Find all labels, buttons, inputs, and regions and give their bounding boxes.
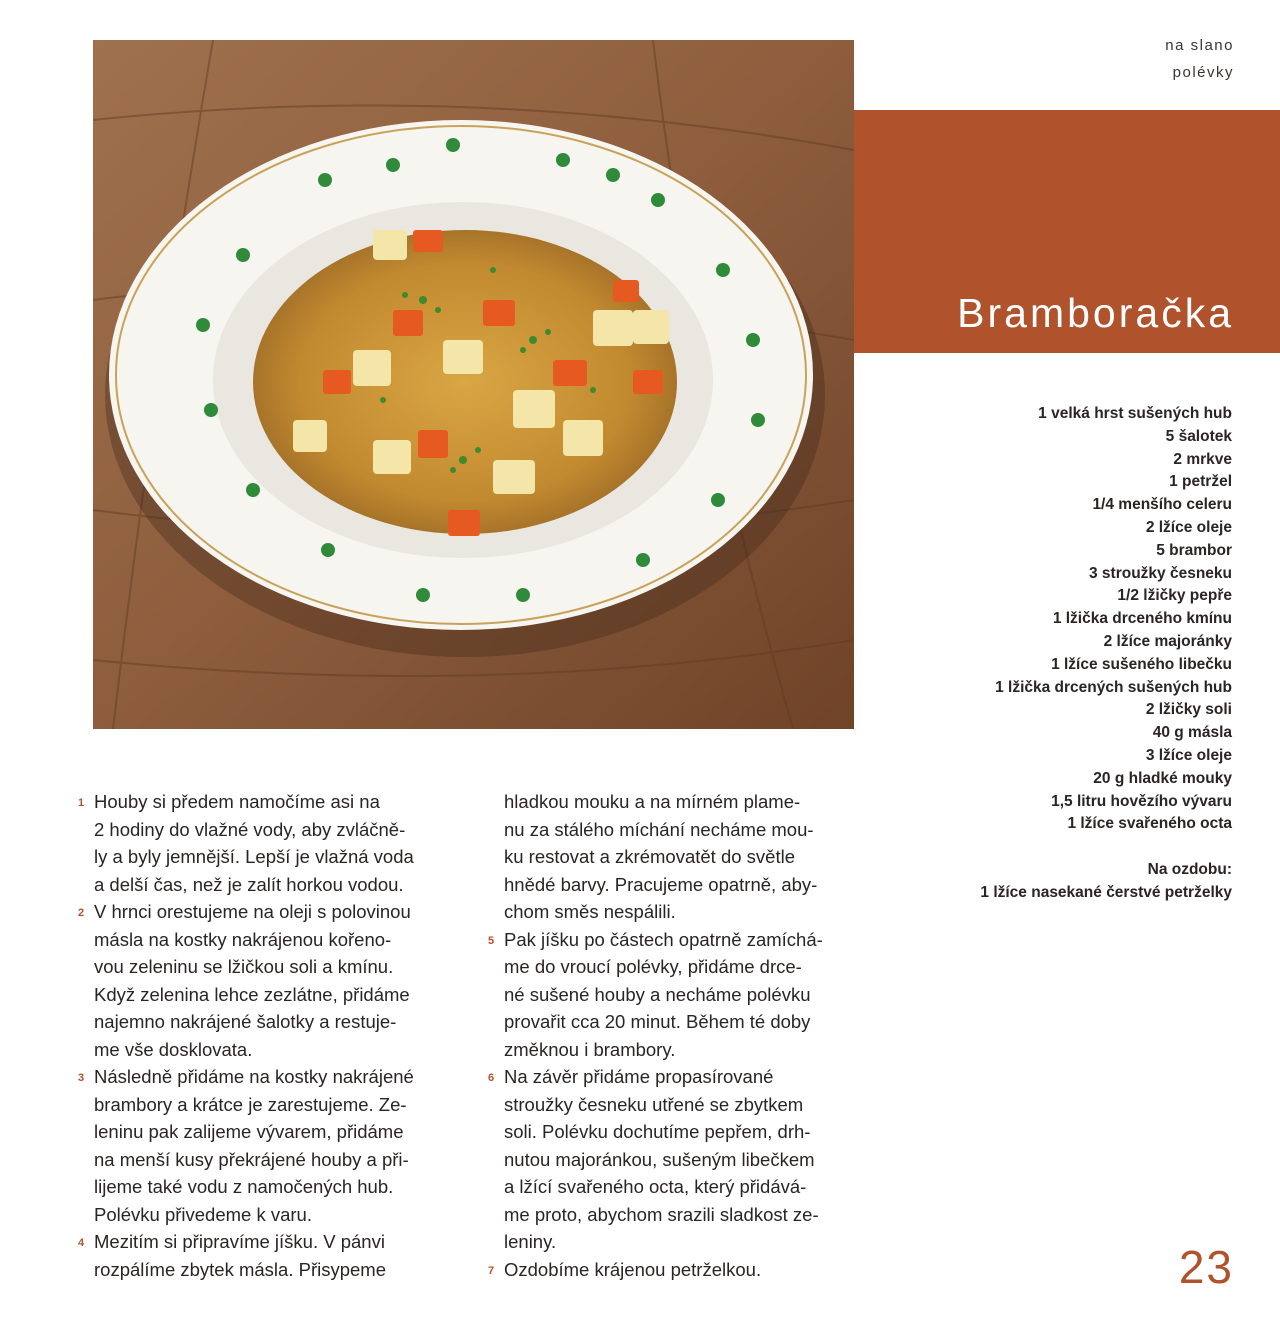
step-text-line: brambory a krátce je zarestujeme. Ze- [94, 1093, 407, 1115]
ingredient-item: 1 petržel [1169, 473, 1232, 491]
step-2 [78, 898, 478, 1063]
step-text-line: ly a byly jemnější. Lepší je vlažná voda [94, 846, 414, 867]
step-number: 4 [78, 1237, 85, 1249]
step-text-line: změknou i brambory. [504, 1038, 676, 1060]
step-1 [78, 788, 478, 898]
step-text-line: leninu pak zalijeme vývarem, přidáme [94, 1121, 404, 1142]
ingredient-item: 2 lžičky soli [1145, 701, 1232, 719]
ingredient-item: 1,5 litru hovězího vývaru [1051, 792, 1232, 810]
step-text-line: ku restovat a zkrémovatět do světle [504, 846, 795, 867]
step-text-line: najemno nakrájené šalotky a restuje- [94, 1011, 397, 1032]
ingredient-item: 3 stroužky česneku [1088, 564, 1232, 582]
step-text-line: provařit cca 20 minut. Během té doby [504, 1011, 811, 1032]
garnish-heading: Na ozdobu: [1147, 860, 1232, 878]
step-text-line: Ozdobíme krájenou petrželkou. [504, 1258, 762, 1280]
category-label: na slano [1165, 37, 1234, 54]
step-text-line: 2 hodiny do vlažné vody, aby zvláčně- [94, 818, 406, 840]
step-text-line: me proto, abychom srazili sladkost ze- [504, 1203, 819, 1225]
ingredient-item: 1 velká hrst sušených hub [1038, 405, 1232, 422]
step-number: 6 [488, 1072, 495, 1084]
step-text-line: hladkou mouku a na mírném plame- [504, 791, 801, 812]
step-6 [488, 1063, 872, 1256]
ingredient-item: 40 g másla [1152, 724, 1232, 742]
page-number: 23 [1178, 1241, 1234, 1293]
step-5 [488, 926, 872, 1064]
ingredient-item: 3 lžíce oleje [1145, 746, 1232, 764]
step-text-line: leniny. [504, 1231, 557, 1252]
ingredient-item: 1 lžička drceného kmínu [1052, 610, 1232, 628]
step-text-line: me vše dosklovata. [94, 1038, 253, 1060]
step-3 [78, 1063, 478, 1228]
step-text-line: vou zeleninu se lžičkou soli a kmínu. [94, 956, 394, 977]
step-text-line: a lžící svařeného octa, který přidává- [504, 1176, 807, 1197]
ingredient-item: 5 brambor [1156, 541, 1232, 559]
ingredient-item: 1 lžíce sušeného libečku [1051, 655, 1232, 673]
step-text-line: stroužky česneku utřené se zbytkem [504, 1093, 804, 1115]
step-4-continued [488, 788, 872, 926]
ingredient-item: 1 lžička drcených sušených hub [995, 678, 1232, 696]
step-text-line: Pak jíšku po částech opatrně zamíchá- [504, 928, 823, 950]
ingredient-list [832, 403, 1232, 905]
soup-photo [93, 40, 854, 729]
step-text-line: másla na kostky nakrájenou kořeno- [94, 928, 392, 950]
step-text-line: rozpálíme zbytek másla. Přisypeme [94, 1258, 386, 1280]
step-7 [488, 1256, 872, 1284]
step-number: 5 [488, 934, 495, 947]
step-text-line: Mezitím si připravíme jíšku. V pánvi [94, 1231, 385, 1252]
ingredient-item: 5 šalotek [1165, 427, 1232, 445]
ingredient-item: 1/4 menšího celeru [1092, 496, 1232, 514]
step-text-line: Na závěr přidáme propasírované [504, 1066, 774, 1087]
step-number: 7 [488, 1264, 495, 1277]
recipe-title: Bramboračka [957, 290, 1234, 336]
step-text-line: Když zelenina lehce zezlátne, přidáme [94, 983, 410, 1005]
step-text-line: nutou majoránkou, sušeným libečkem [504, 1148, 815, 1170]
step-text-line: V hrnci orestujeme na oleji s polovinou [94, 901, 411, 922]
title-band [854, 110, 1280, 353]
step-text-line: né sušené houby a necháme polévku [504, 983, 811, 1005]
step-text-line: Polévku přivedeme k varu. [94, 1203, 312, 1225]
garnish-item: 1 lžíce nasekané čerstvé petrželky [980, 883, 1232, 901]
ingredient-item: 2 lžíce oleje [1145, 518, 1232, 536]
step-text-line: me do vroucí polévky, přidáme drce- [504, 956, 802, 977]
step-text-line: a delší čas, než je zalít horkou vodou. [94, 873, 404, 895]
step-text-line: hnědé barvy. Pracujeme opatrně, aby- [504, 873, 818, 895]
step-text-line: Následně přidáme na kostky nakrájené [94, 1066, 414, 1087]
step-number: 3 [78, 1072, 85, 1084]
step-number: 1 [78, 797, 85, 809]
step-text-line: chom směs nespálili. [504, 901, 676, 922]
step-text-line: lijeme také vodu z namočených hub. [94, 1176, 394, 1197]
subcategory-label: polévky [1172, 64, 1234, 81]
step-text-line: soli. Polévku dochutíme pepřem, drh- [504, 1121, 811, 1142]
ingredient-item: 20 g hladké mouky [1093, 769, 1232, 787]
steps-column-right [488, 788, 872, 1283]
step-4 [78, 1228, 478, 1283]
ingredient-item: 1/2 lžičky pepře [1117, 587, 1232, 605]
ingredient-item: 1 lžíce svařeného octa [1067, 815, 1232, 833]
step-text-line: Houby si předem namočíme asi na [94, 791, 380, 812]
step-text-line: na menší kusy překrájené houby a při- [94, 1148, 409, 1170]
step-number: 2 [78, 907, 85, 919]
ingredient-item: 2 lžíce majoránky [1103, 632, 1232, 650]
step-text-line: nu za stálého míchání necháme mou- [504, 818, 814, 840]
steps-column-left [78, 788, 478, 1283]
ingredient-item: 2 mrkve [1173, 450, 1232, 468]
